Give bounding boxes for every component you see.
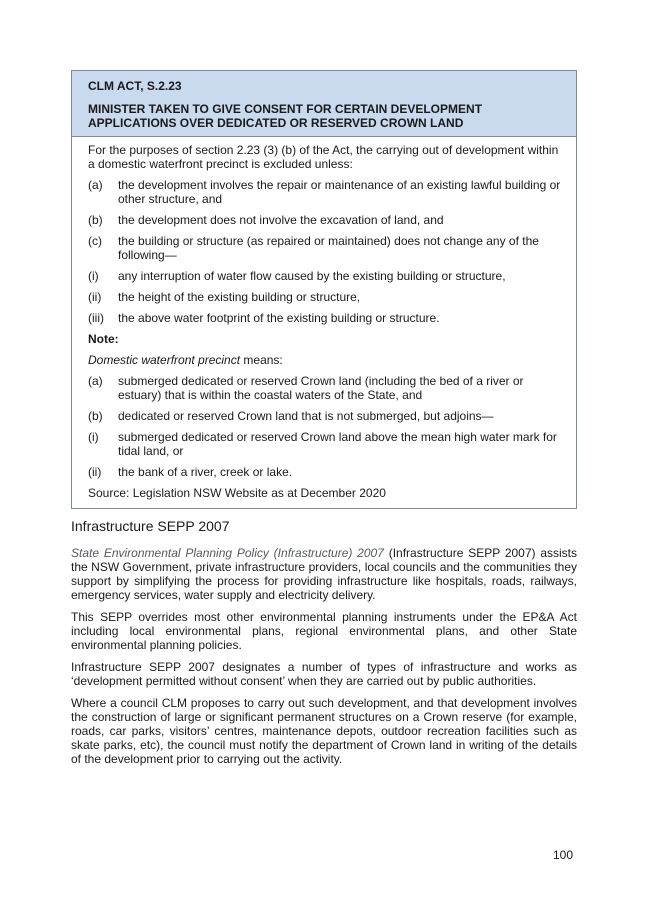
list-item [88,269,568,283]
paragraph: This SEPP overrides most other environmental planning instruments under the EP&A Act including local environmental plans, regional environmental plans, and other State environmental planning policies. [71,610,577,652]
list-item-text: the height of the existing building or structure, [118,290,361,304]
definition-line [88,353,568,367]
definition-item-text: submerged dedicated or reserved Crown land above the mean high water mark for tidal land, or [118,430,557,458]
definition-item-label: (ii) [88,465,102,479]
list-item-label: (b) [88,213,103,227]
list-item-text: the development does not involve the excavation of land, and [118,213,444,227]
list-item [88,234,568,262]
paragraph [71,546,577,602]
definition-item [88,465,568,479]
section-heading: Infrastructure SEPP 2007 [71,518,230,534]
callout-subheading: MINISTER TAKEN TO GIVE CONSENT FOR CERTAIN DEVELOPMENT APPLICATIONS OVER DEDICATED OR RESERVED CROWN LAND [88,102,483,130]
definition-item-label: (a) [88,374,103,388]
page-number: 100 [553,848,574,862]
list-item [88,178,568,206]
list-item-label: (c) [88,234,102,248]
paragraph-text: (Infrastructure SEPP 2007) assists the NSW Government, private infrastructure providers, local councils and the communities they support by simplifying the process for providing infrastructure like hospitals, roads, railways, emergency services, water supply and electricity delivery. [71,546,577,602]
policy-title: State Environmental Planning Policy (Infrastructure) 2007 [71,546,384,560]
note-label: Note: [88,332,119,346]
list-item [88,213,568,227]
callout-header [72,71,576,137]
list-item-label: (ii) [88,290,102,304]
callout-heading: CLM ACT, S.2.23 [88,79,182,93]
callout-intro: For the purposes of section 2.23 (3) (b) of the Act, the carrying out of development within a domestic waterfront precinct is excluded unless: [88,143,559,171]
callout-body [72,137,576,508]
list-item [88,290,568,304]
section-body [71,546,577,774]
paragraph: Where a council CLM proposes to carry out such development, and that development involves the construction of large or significant permanent structures on a Crown reserve (for example, roads, car parks, visitors’ centres, maintenance depots, outdoor recreation facilities such as skate parks, etc), the council must notify the department of Crown land in writing of the details of the development prior to carrying out the activity. [71,696,577,766]
definition-item-text: submerged dedicated or reserved Crown land (including the bed of a river or estuary) that is within the coastal waters of the State, and [118,374,524,402]
definition-term: Domestic waterfront precinct [88,353,241,367]
list-item [88,311,568,325]
list-item-text: the building or structure (as repaired or maintained) does not change any of the following— [118,234,539,262]
definition-item-text: the bank of a river, creek or lake. [118,465,293,479]
definition-item [88,409,568,423]
list-item-text: any interruption of water flow caused by the existing building or structure, [118,269,506,283]
list-item-label: (i) [88,269,99,283]
definition-item-label: (i) [88,430,99,444]
definition-item [88,374,568,402]
source-note: Source: Legislation NSW Website as at December 2020 [88,486,386,500]
definition-item-text: dedicated or reserved Crown land that is not submerged, but adjoins— [118,409,494,423]
list-item-label: (a) [88,178,103,192]
list-item-text: the development involves the repair or maintenance of an existing lawful building or other structure, and [118,178,561,206]
definition-item-label: (b) [88,409,103,423]
definition-suffix: means: [240,353,283,367]
list-item-label: (iii) [88,311,104,325]
legislation-callout-box [71,70,577,509]
list-item-text: the above water footprint of the existing building or structure. [118,311,440,325]
definition-item [88,430,568,458]
paragraph: Infrastructure SEPP 2007 designates a number of types of infrastructure and works as ‘development permitted without consent’ when they are carried out by public authorities. [71,660,577,688]
